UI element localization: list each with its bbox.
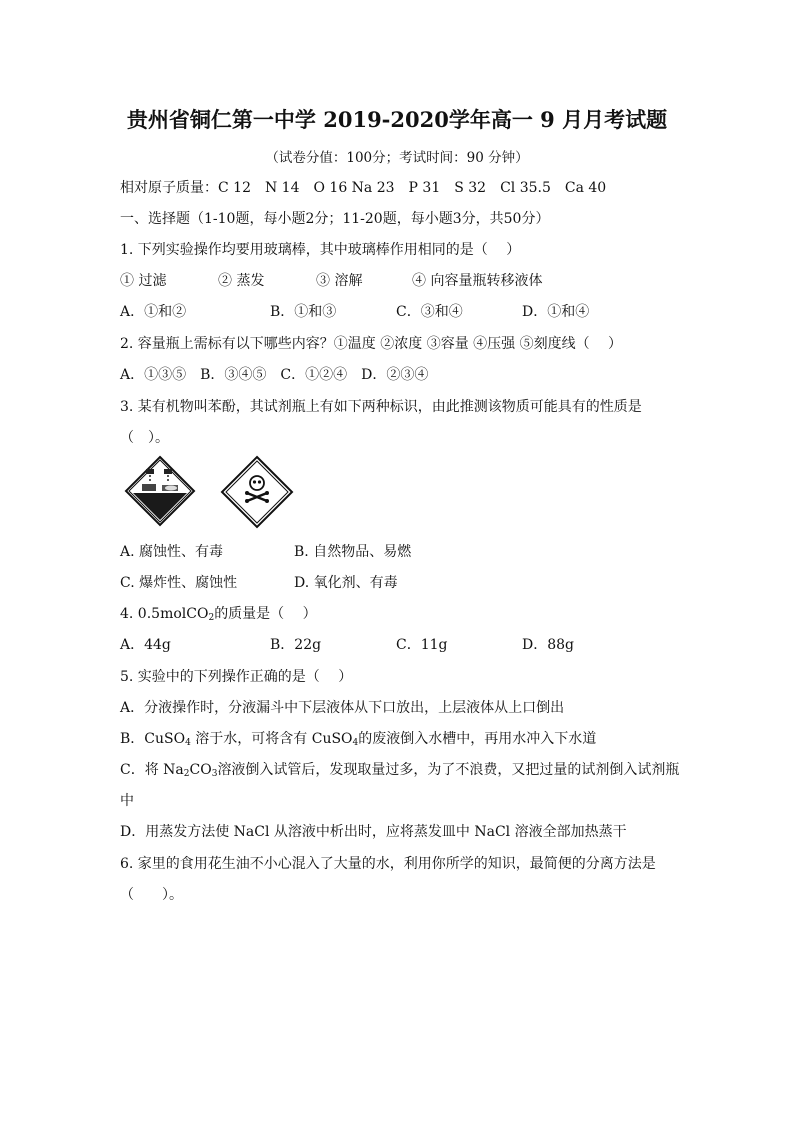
q5-c-sub: 2 xyxy=(183,769,190,779)
q2-stem: 2. 容量瓶上需标有以下哪些内容？①温度 ②浓度 ③容量 ④压强 ⑤刻度线（ ） xyxy=(120,336,623,352)
exam-title: 贵州省铜仁第一中学 2019-2020学年高一 9 月月考试题 xyxy=(126,107,668,132)
q3-stem-line2: （ ）。 xyxy=(120,430,169,446)
q4-stem-sub: 2 xyxy=(208,613,215,623)
q5-option-d: D．用蒸发方法使 NaCl 从溶液中析出时，应将蒸发皿中 NaCl 溶液全部加热蒸干 xyxy=(120,824,627,840)
q1-item: ② 蒸发 xyxy=(218,273,265,289)
q1-item: ③ 溶解 xyxy=(316,273,363,289)
q3-option-a: A. 腐蚀性、有毒 xyxy=(120,544,224,560)
q6-stem-line2: （ ）。 xyxy=(120,887,183,903)
exam-subtitle: （试卷分值：100分；考试时间：90 分钟） xyxy=(265,150,529,166)
q5-option-c xyxy=(120,759,679,779)
q3-option-d: D. 氧化剂、有毒 xyxy=(294,575,398,591)
q4-option-a: A．44g xyxy=(120,637,171,653)
q5-option-a: A．分液操作时，分液漏斗中下层液体从下口放出，上层液体从上口倒出 xyxy=(120,700,565,716)
q3-option-b: B. 自然物品、易燃 xyxy=(294,544,412,560)
q1-option-a: A．①和② xyxy=(120,304,187,320)
q4-stem xyxy=(120,603,317,623)
q3-stem-line1: 3. 某有机物叫苯酚，其试剂瓶上有如下两种标识，由此推测该物质可能具有的性质是 xyxy=(120,399,642,415)
q5-c-mid: CO xyxy=(189,762,212,778)
q6-stem-line1: 6. 家里的食用花生油不小心混入了大量的水，利用你所学的知识，最简便的分离方法是 xyxy=(120,856,656,872)
q1-option-b: B．①和③ xyxy=(270,304,337,320)
q5-b-sub: 4 xyxy=(185,738,191,748)
q5-option-b xyxy=(120,728,596,748)
hazard-icons xyxy=(124,455,304,530)
q5-stem: 5. 实验中的下列操作正确的是（ ） xyxy=(120,669,353,685)
q5-c-post: 溶液倒入试管后，发现取量过多，为了不浪费，又把过量的试剂倒入试剂瓶 xyxy=(217,762,680,778)
q4-stem-pre: 4. 0.5molCO xyxy=(120,606,209,622)
atomic-mass-line: 相对原子质量：C 12 N 14 O 16 Na 23 P 31 S 32 Cl 35.5 Ca 40 xyxy=(120,180,607,196)
q2-options: A．①③⑤ B．③④⑤ C．①②④ D．②③④ xyxy=(120,367,429,383)
q3-option-c: C. 爆炸性、腐蚀性 xyxy=(120,575,238,591)
q1-option-d: D．①和④ xyxy=(522,304,590,320)
q5-b-mid: 溶于水，可将含有 CuSO xyxy=(190,731,353,747)
skull-icon xyxy=(220,455,294,529)
q5-b-sub2: 4 xyxy=(352,738,359,748)
q4-option-d: D．88g xyxy=(522,637,575,653)
q5-c-pre: C．将 Na xyxy=(120,762,184,778)
q4-option-b: B．22g xyxy=(270,637,322,653)
q5-c-sub2: 3 xyxy=(211,769,218,779)
q5-option-c-line2: 中 xyxy=(120,793,134,809)
corrosive-icon xyxy=(124,455,196,527)
section-heading: 一、选择题（1-10题，每小题2分；11-20题，每小题3分，共50分） xyxy=(120,211,550,227)
q1-stem: 1. 下列实验操作均要用玻璃棒，其中玻璃棒作用相同的是（ ） xyxy=(120,242,521,258)
q1-item: ① 过滤 xyxy=(120,273,167,289)
q4-option-c: C．11g xyxy=(396,637,448,653)
q1-option-c: C．③和④ xyxy=(396,304,463,320)
q5-b-pre: B．CuSO xyxy=(120,731,186,747)
q5-b-post: 的废液倒入水槽中，再用水冲入下水道 xyxy=(358,731,597,747)
q1-item: ④ 向容量瓶转移液体 xyxy=(412,273,543,289)
q4-stem-post: 的质量是（ ） xyxy=(214,606,317,622)
